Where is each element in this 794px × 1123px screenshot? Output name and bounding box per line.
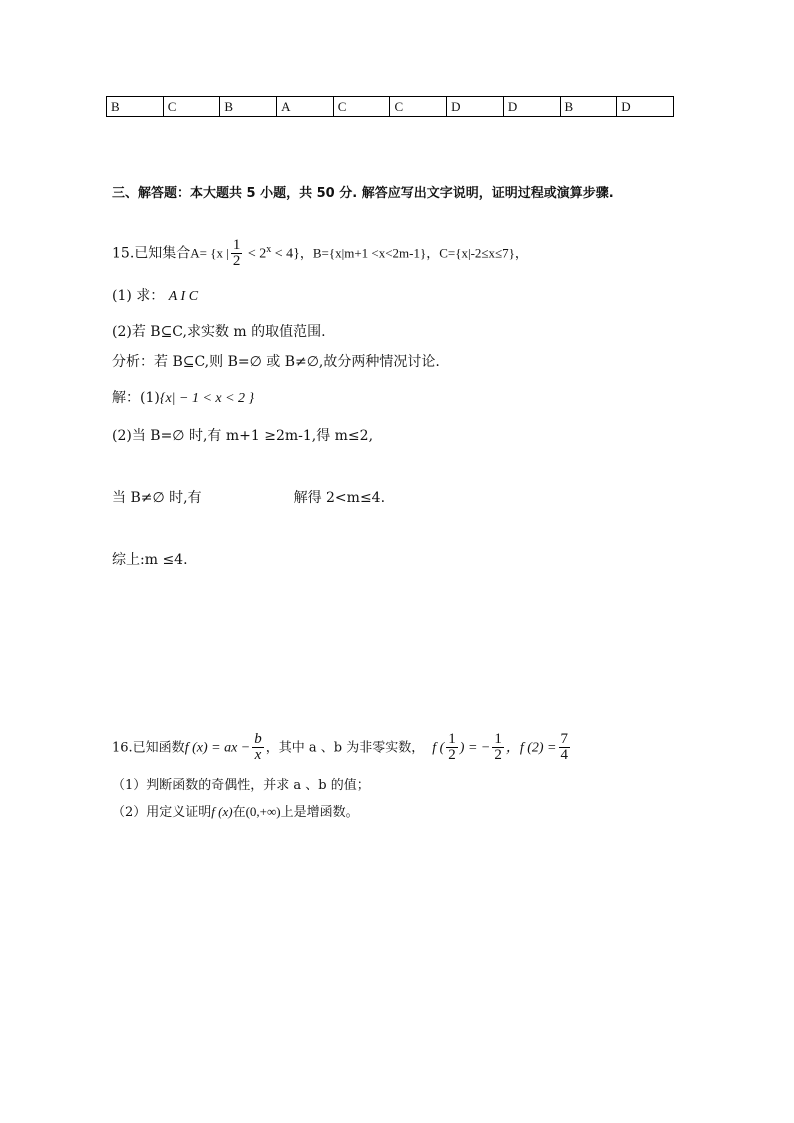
fraction-b-over-x xyxy=(252,732,264,763)
answer-cell-6: C xyxy=(390,97,447,117)
f-half-lhs: f ( xyxy=(432,740,445,756)
section-heading: 三、解答题：本大题共 5 小题，共 50 分. 解答应写出文字说明，证明过程或演算步骤. xyxy=(112,186,614,201)
neg-half-den: 2 xyxy=(494,747,502,763)
seven-num: 7 xyxy=(560,731,569,747)
answer-cell-2: C xyxy=(163,97,220,117)
q15-part1-expr: A I C xyxy=(168,289,199,304)
q16-part1: （1）判断函数的奇偶性，并求 a 、b 的值； xyxy=(112,778,370,793)
q15-solution-2: (2)当 B=∅ 时,有 m+1 ≥2m-1,得 m≤2, xyxy=(112,428,374,444)
part2-text-b: 在 xyxy=(232,805,246,820)
answer-cell-8: D xyxy=(503,97,560,117)
lt-two: < 2 xyxy=(244,246,267,262)
sets-b-c: ，B={x|m+1 <x<2m-1}，C={x|-2≤x≤7}， xyxy=(299,245,528,261)
q16-part2 xyxy=(112,802,359,823)
frac-den: 2 xyxy=(232,253,241,269)
answer-cell-3: B xyxy=(220,97,277,117)
q16-statement xyxy=(112,732,572,763)
part2-text-a: （2）用定义证明 xyxy=(112,805,212,820)
q15-analysis: 分析：若 B⊆C,则 B=∅ 或 B≠∅,故分两种情况讨论. xyxy=(112,354,440,370)
q16-fx-lhs: f (x) = ax − xyxy=(184,740,251,756)
fraction-half xyxy=(446,732,458,763)
case2-text-b: 解得 2<m≤4. xyxy=(293,490,386,506)
fraction-neg-half xyxy=(492,732,504,763)
answer-cell-7: D xyxy=(447,97,504,117)
case2-text-a: 当 B≠∅ 时,有 xyxy=(112,490,202,506)
neg-half-num: 1 xyxy=(494,731,502,747)
q15-conclusion: 综上:m ≤4. xyxy=(112,552,188,568)
exponent-x: x xyxy=(266,243,272,255)
answer-cell-9: B xyxy=(560,97,617,117)
part2-interval: (0,+∞) xyxy=(245,804,281,819)
sol1-label: 解：(1) xyxy=(112,390,160,406)
q15-statement xyxy=(112,238,528,269)
frac-b-den: x xyxy=(254,747,262,763)
frac-num: 1 xyxy=(232,237,241,253)
part2-text-c: 上是增函数。 xyxy=(280,805,359,820)
half-den: 2 xyxy=(448,747,456,763)
frac-b-num: b xyxy=(254,731,262,747)
f-half-mid: ) = − xyxy=(459,740,491,756)
answer-cell-4: A xyxy=(277,97,334,117)
q15-part1-label: (1) 求： xyxy=(112,288,165,304)
q15-solution-1 xyxy=(112,388,254,409)
fraction-one-half xyxy=(231,238,243,269)
q16-intro: 16.已知函数 xyxy=(112,740,185,756)
half-num: 1 xyxy=(448,731,456,747)
part2-fx: f (x) xyxy=(211,804,233,819)
q15-part2: (2)若 B⊆C,求实数 m 的取值范围. xyxy=(112,324,326,340)
q15-part1 xyxy=(112,286,198,307)
q15-intro: 15.已知集合 xyxy=(112,245,191,262)
sol1-expr: {x| − 1 < x < 2 } xyxy=(159,391,255,406)
answer-cell-10: D xyxy=(617,97,674,117)
four-den: 4 xyxy=(560,747,569,763)
answer-cell-5: C xyxy=(333,97,390,117)
f2-lhs: ，f (2) = xyxy=(505,740,557,756)
q15-case-nonempty xyxy=(112,488,385,508)
answer-table xyxy=(106,96,674,117)
answer-row xyxy=(107,97,674,117)
fraction-seven-fourths xyxy=(559,732,571,763)
set-a-prefix: A= {x | xyxy=(190,245,229,261)
lt-four: < 4} xyxy=(271,246,300,262)
answer-cell-1: B xyxy=(107,97,164,117)
q16-mid: ，其中 a 、b 为非零实数， xyxy=(265,740,425,756)
